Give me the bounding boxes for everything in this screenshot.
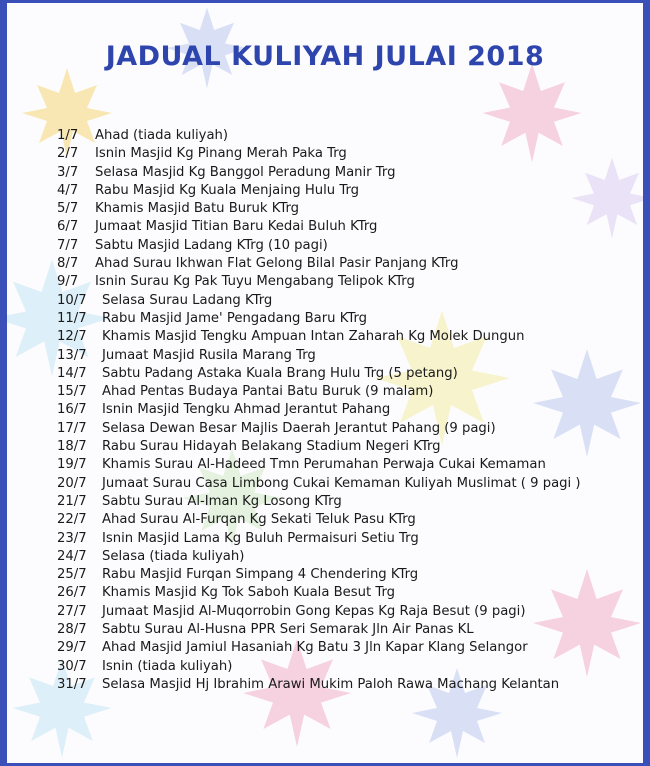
schedule-venue: Jumaat Masjid Rusila Marang Trg <box>102 347 316 363</box>
schedule-row <box>57 145 581 163</box>
schedule-list <box>57 127 581 694</box>
schedule-venue: Ahad Masjid Jamiul Hasaniah Kg Batu 3 Jln Kapar Klang Selangor <box>102 640 528 656</box>
schedule-date: 15/7 <box>57 384 87 400</box>
schedule-date: 27/7 <box>57 603 87 619</box>
schedule-row <box>57 475 581 493</box>
schedule-row <box>57 639 581 657</box>
schedule-row <box>57 365 581 383</box>
schedule-venue: Khamis Masjid Batu Buruk KTrg <box>95 201 300 217</box>
page-title: JADUAL KULIYAH JULAI 2018 <box>105 41 545 72</box>
schedule-date: 18/7 <box>57 439 87 455</box>
schedule-date: 28/7 <box>57 622 87 638</box>
schedule-date: 13/7 <box>57 347 87 363</box>
schedule-date: 30/7 <box>57 658 87 674</box>
schedule-venue: Rabu Masjid Jame' Pengadang Baru KTrg <box>102 310 368 326</box>
schedule-date: 2/7 <box>57 146 79 162</box>
schedule-row <box>57 420 581 438</box>
schedule-venue: Isnin (tiada kuliyah) <box>102 658 233 674</box>
schedule-date: 19/7 <box>57 457 87 473</box>
schedule-venue: Khamis Masjid Tengku Ampuan Intan Zaharah Kg Molek Dungun <box>102 329 525 345</box>
schedule-venue: Jumaat Masjid Titian Baru Kedai Buluh KTrg <box>95 219 378 235</box>
schedule-venue: Khamis Surau Al-Hadeed Tmn Perumahan Perwaja Cukai Kemaman <box>102 457 546 473</box>
schedule-row <box>57 438 581 456</box>
schedule-date: 1/7 <box>57 128 79 143</box>
schedule-row <box>57 658 581 676</box>
schedule-date: 23/7 <box>57 530 87 546</box>
schedule-row <box>57 603 581 621</box>
schedule-venue: Ahad Pentas Budaya Pantai Batu Buruk (9 malam) <box>102 384 434 400</box>
schedule-venue: Jumaat Surau Casa Limbong Cukai Kemaman Kuliyah Muslimat ( 9 pagi ) <box>102 475 581 491</box>
schedule-venue: Rabu Masjid Kg Kuala Menjaing Hulu Trg <box>95 182 360 198</box>
schedule-date: 9/7 <box>57 274 79 290</box>
schedule-venue: Rabu Surau Hidayah Belakang Stadium Negeri KTrg <box>102 439 441 455</box>
schedule-venue: Rabu Masjid Furqan Simpang 4 Chendering KTrg <box>102 567 419 583</box>
schedule-row <box>57 182 581 200</box>
schedule-venue: Isnin Masjid Kg Pinang Merah Paka Trg <box>95 146 347 162</box>
schedule-date: 8/7 <box>57 256 79 272</box>
schedule-venue: Selasa Surau Ladang KTrg <box>102 292 273 308</box>
schedule-venue: Sabtu Padang Astaka Kuala Brang Hulu Trg (5 petang) <box>102 365 458 381</box>
schedule-venue: Selasa Dewan Besar Majlis Daerah Jerantut Pahang (9 pagi) <box>102 420 496 436</box>
schedule-venue: Selasa (tiada kuliyah) <box>102 548 245 564</box>
schedule-venue: Khamis Masjid Kg Tok Saboh Kuala Besut Trg <box>102 585 396 601</box>
schedule-venue: Isnin Masjid Lama Kg Buluh Permaisuri Setiu Trg <box>102 530 419 546</box>
schedule-venue: Sabtu Surau Al-Husna PPR Seri Semarak Jln Air Panas KL <box>102 622 474 638</box>
schedule-date: 31/7 <box>57 676 87 692</box>
schedule-row <box>57 310 581 328</box>
schedule-row <box>57 676 581 694</box>
schedule-date: 10/7 <box>57 292 87 308</box>
schedule-date: 3/7 <box>57 164 79 180</box>
schedule-row <box>57 566 581 584</box>
schedule-date: 11/7 <box>57 310 87 326</box>
schedule-date: 24/7 <box>57 548 87 564</box>
schedule-row <box>57 401 581 419</box>
schedule-venue: Sabtu Surau Al-Iman Kg Losong KTrg <box>102 493 342 509</box>
schedule-row <box>57 456 581 474</box>
schedule-row <box>57 621 581 639</box>
schedule-row <box>57 548 581 566</box>
schedule-venue: Ahad Surau Ikhwan Flat Gelong Bilal Pasir Panjang KTrg <box>95 256 459 272</box>
schedule-row <box>57 255 581 273</box>
schedule-date: 25/7 <box>57 567 87 583</box>
schedule-date: 29/7 <box>57 640 87 656</box>
schedule-row <box>57 383 581 401</box>
schedule-row <box>57 292 581 310</box>
schedule-row <box>57 164 581 182</box>
schedule-row <box>57 218 581 236</box>
schedule-row <box>57 530 581 548</box>
schedule-row <box>57 584 581 602</box>
schedule-date: 4/7 <box>57 182 79 198</box>
schedule-row <box>57 493 581 511</box>
schedule-row <box>57 237 581 255</box>
schedule-date: 14/7 <box>57 365 87 381</box>
schedule-date: 5/7 <box>57 201 79 217</box>
schedule-date: 17/7 <box>57 420 87 436</box>
schedule-venue: Ahad (tiada kuliyah) <box>95 128 229 143</box>
schedule-date: 16/7 <box>57 402 87 418</box>
schedule-venue: Ahad Surau Al-Furqan Kg Sekati Teluk Pasu KTrg <box>102 512 416 528</box>
schedule-row <box>57 127 581 145</box>
schedule-venue: Jumaat Masjid Al-Muqorrobin Gong Kepas Kg Raja Besut (9 pagi) <box>102 603 526 619</box>
schedule-venue: Isnin Surau Kg Pak Tuyu Mengabang Telipok KTrg <box>95 274 415 290</box>
schedule-date: 20/7 <box>57 475 87 491</box>
schedule-row <box>57 200 581 218</box>
schedule-venue: Selasa Masjid Hj Ibrahim Arawi Mukim Paloh Rawa Machang Kelantan <box>102 676 560 692</box>
schedule-row <box>57 347 581 365</box>
schedule-date: 12/7 <box>57 329 87 345</box>
schedule-date: 21/7 <box>57 493 87 509</box>
schedule-venue: Selasa Masjid Kg Banggol Peradung Manir Trg <box>95 164 396 180</box>
schedule-date: 26/7 <box>57 585 87 601</box>
schedule-date: 7/7 <box>57 237 79 253</box>
schedule-row <box>57 328 581 346</box>
schedule-venue: Sabtu Masjid Ladang KTrg (10 pagi) <box>95 237 328 253</box>
schedule-date: 22/7 <box>57 512 87 528</box>
schedule-venue: Isnin Masjid Tengku Ahmad Jerantut Pahang <box>102 402 391 418</box>
schedule-row <box>57 273 581 291</box>
schedule-row <box>57 511 581 529</box>
schedule-date: 6/7 <box>57 219 79 235</box>
